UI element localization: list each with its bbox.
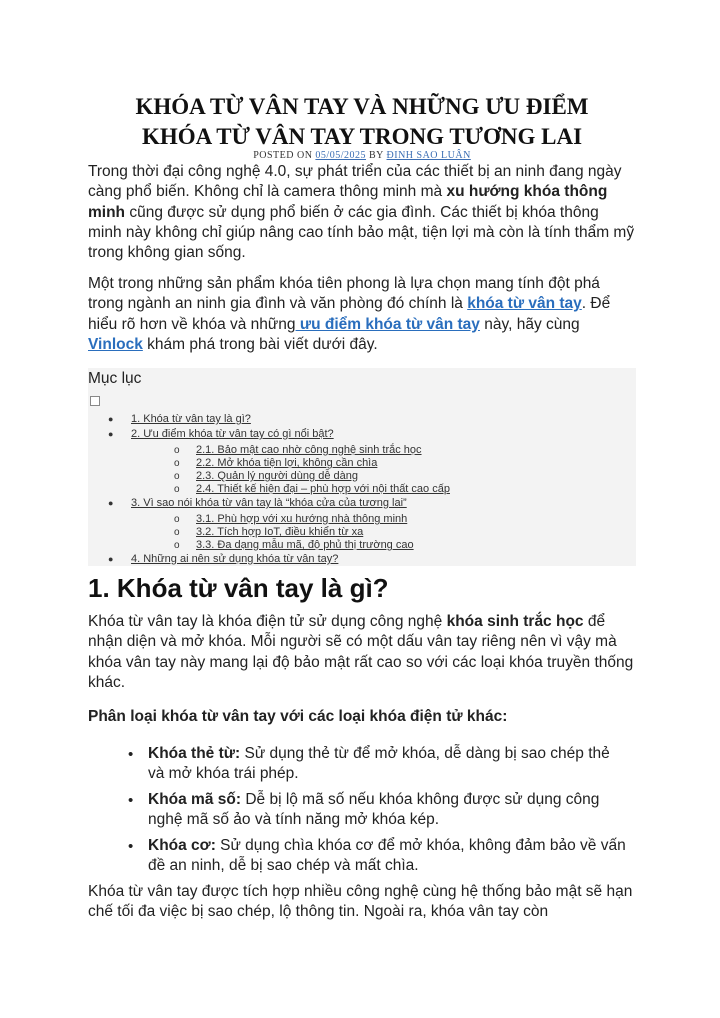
intro-paragraph-2 xyxy=(88,274,636,355)
list-item xyxy=(148,790,628,831)
toc-title: Mục lục xyxy=(88,370,142,387)
toc-link-1[interactable]: 1. Khóa từ vân tay là gì? xyxy=(131,413,251,425)
section-1-subheading: Phân loại khóa từ vân tay với các loại khóa điện tử khác: xyxy=(88,708,508,725)
by-label: BY xyxy=(368,150,384,161)
toc-link-2-3[interactable]: 2.3. Quản lý người dùng dễ dàng xyxy=(196,470,358,482)
article-title-line2: KHÓA TỪ VÂN TAY TRONG TƯƠNG LAI xyxy=(141,124,583,149)
intro-p2-text-c: này, hãy cùng xyxy=(479,315,580,333)
intro-p2-text-a: Một trong những sản phẩm khóa tiên phong là lựa chọn mang tính đột phá trong ngành an ninh gia đình và văn phòng đó chính là xyxy=(88,275,600,313)
toc-link-2-4[interactable]: 2.4. Thiết kế hiện đại – phù hợp với nội thất cao cấp xyxy=(196,483,450,495)
section-1-paragraph-1 xyxy=(88,612,636,693)
table-of-contents: Mục lục ● 1. Khóa từ vân tay là gì? ● 2. Ưu điểm khóa từ vân tay có gì nổi bật? o 2.1. Bảo mật cao nhờ công nghệ sinh trắc học o 2.2. Mở khóa tiện lợi, không cần chìa o 2.3. Quản lý người dùng dễ dàng o 2.4. Thiết kế hiện đại – phù hợp với nội thất cao cấp ● 3. Vì sao nói khóa từ vân tay là “khóa cửa của tương lai” o 3.1. Phù hợp với xu hướng nhà thông minh o 3.2. Tích hợp IoT, điều khiển từ xa o 3.3. Đa dạng mẫu mã, độ phủ thị trường cao ● 4. Những ai nên sử dụng khóa từ vân tay? xyxy=(88,368,636,566)
toc-link-3-2[interactable]: 3.2. Tích hợp IoT, điều khiển từ xa xyxy=(196,526,364,538)
intro-p2-text-b: . Để hiểu rõ hơn về khóa và những xyxy=(88,295,611,333)
list-item-desc: Dễ bị lộ mã số nếu khóa không được sử dụng công nghệ mã số ảo và tính năng mở khóa kép. xyxy=(148,791,600,829)
list-item-desc: Sử dụng chìa khóa cơ để mở khóa, không đảm bảo về vấn đề an ninh, dễ bị sao chép và mất chìa. xyxy=(148,837,626,875)
intro-p1-text-b: cũng được sử dụng phổ biến ở các gia đình. Các thiết bị khóa thông minh này không chỉ giúp nâng cao tính bảo mật, tiện lợi mà còn là tính thẩm mỹ trong không gian sống. xyxy=(88,203,635,262)
toc-link-2-1[interactable]: 2.1. Bảo mật cao nhờ công nghệ sinh trắc học xyxy=(196,444,422,456)
bullet-dot: • xyxy=(128,838,134,855)
author-link[interactable]: ĐINH SAO LUÂN xyxy=(386,150,471,161)
khoa-tu-van-tay-link[interactable]: khóa từ vân tay xyxy=(467,295,582,313)
posted-on-label: POSTED ON xyxy=(253,150,313,161)
list-item-term: Khóa mã số: xyxy=(148,791,242,808)
s1-p1-text-a: Khóa từ vân tay là khóa điện tử sử dụng công nghệ xyxy=(88,613,447,630)
section-1-heading: 1. Khóa từ vân tay là gì? xyxy=(88,573,389,603)
toc-link-4[interactable]: 4. Những ai nên sử dụng khóa từ vân tay? xyxy=(131,553,339,565)
s1-p1-bold: khóa sinh trắc học xyxy=(446,613,584,630)
intro-p1-text-a: Trong thời đại công nghệ 4.0, sự phát triển của các thiết bị an ninh đang ngày càng phổ biến. Không chỉ là camera thông minh mà xyxy=(88,163,622,201)
bullet-dot: • xyxy=(128,792,134,809)
article-title-line1: KHÓA TỪ VÂN TAY VÀ NHỮNG ƯU ĐIỂM xyxy=(135,94,589,119)
section-1-paragraph-2: Khóa từ vân tay được tích hợp nhiều công nghệ cùng hệ thống bảo mật sẽ hạn chế tối đa việc bị sao chép, lộ thông tin. Ngoài ra, khóa vân tay còn xyxy=(88,883,633,921)
list-item-term: Khóa thẻ từ: xyxy=(148,745,241,762)
list-item-term: Khóa cơ: xyxy=(148,837,216,854)
toc-link-2[interactable]: 2. Ưu điểm khóa từ vân tay có gì nổi bật? xyxy=(131,428,334,440)
intro-p1-bold: xu hướng khóa thông minh xyxy=(88,183,608,221)
uu-diem-link[interactable]: ưu điểm khóa từ vân tay xyxy=(295,315,480,333)
article-title xyxy=(88,92,636,152)
post-date-link[interactable]: 05/05/2025 xyxy=(315,150,366,161)
list-item xyxy=(148,836,628,877)
toc-link-3[interactable]: 3. Vì sao nói khóa từ vân tay là “khóa cửa của tương lai” xyxy=(131,497,407,509)
post-meta xyxy=(88,150,636,161)
list-item xyxy=(148,744,628,785)
toc-link-2-2[interactable]: 2.2. Mở khóa tiện lợi, không cần chìa xyxy=(196,457,378,469)
list-item-desc: Sử dụng thẻ từ để mở khóa, dễ dàng bị sao chép thẻ và mở khóa trái phép. xyxy=(148,745,610,783)
vinlock-link[interactable]: Vinlock xyxy=(88,335,143,353)
intro-p2-text-d: khám phá trong bài viết dưới đây. xyxy=(142,335,378,353)
bullet-dot: • xyxy=(128,746,134,763)
toc-link-3-3[interactable]: 3.3. Đa dạng mẫu mã, độ phủ thị trường cao xyxy=(196,539,414,551)
toc-toggle-checkbox[interactable] xyxy=(90,396,100,406)
intro-paragraph-1 xyxy=(88,162,636,263)
s1-p1-text-b: để nhận diện và mở khóa. Mỗi người sẽ có một dấu vân tay riêng nên vì vậy mà khóa vân tay này mang lại độ bảo mật rất cao so với các loại khóa truyền thống khác. xyxy=(88,613,634,691)
toc-link-3-1[interactable]: 3.1. Phù hợp với xu hướng nhà thông minh xyxy=(196,513,408,525)
